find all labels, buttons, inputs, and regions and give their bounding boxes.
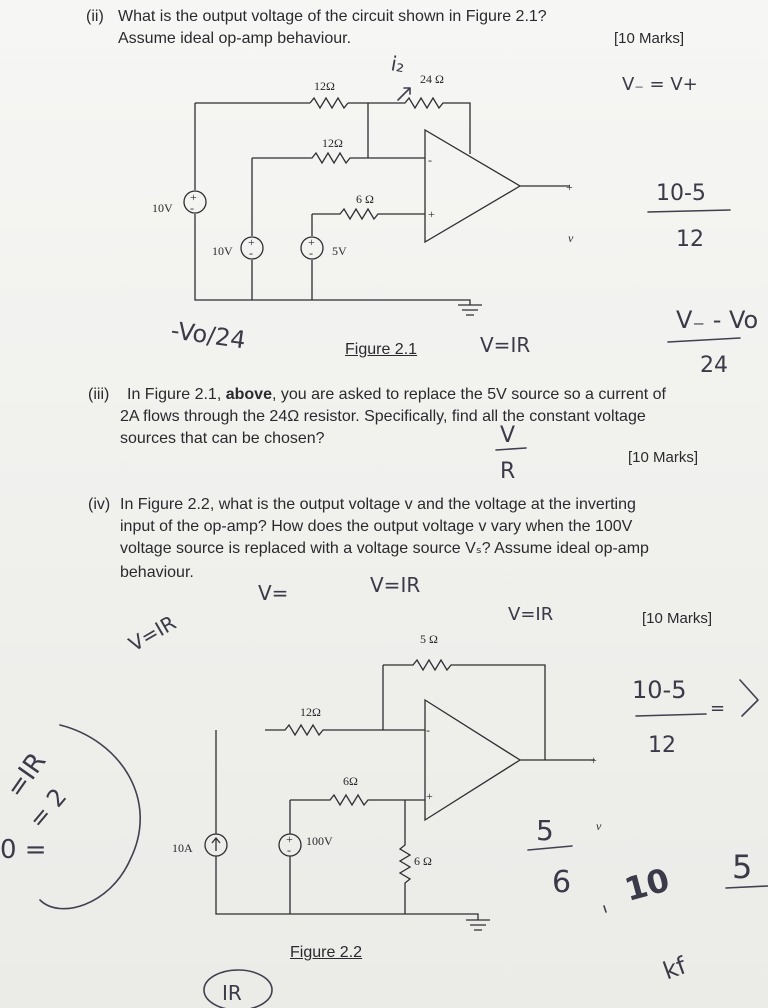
svg-text:+: + (286, 832, 293, 846)
hand-v-over-r-den: R (500, 459, 516, 484)
output-v-label: v (568, 231, 574, 245)
resistor-5 (383, 660, 545, 760)
label-r-top-right: 24 Ω (420, 72, 444, 86)
svg-text:-: - (426, 723, 430, 737)
hand-vminus-vo: V₋ - Vo (676, 306, 759, 334)
hand-kf: kf (659, 951, 690, 986)
hand-v-ir-4: V=IR (124, 610, 181, 657)
op-amp-fig2 (425, 700, 520, 820)
opamp-plus-input: + (428, 207, 435, 221)
bold-word: above (225, 386, 272, 403)
hand-vminus-vplus: V₋ = V+ (622, 74, 698, 95)
label-src-right: 5V (332, 244, 347, 258)
hand-num-5: 5 (536, 814, 554, 847)
label-src-current: 10A (172, 841, 193, 855)
question-iii-number: (iii) (88, 386, 110, 403)
svg-text:+: + (190, 190, 197, 204)
question-ii-line1: What is the output voltage of the circuit shown in Figure 2.1? (118, 8, 547, 25)
question-iv-line2: input of the op-amp? How does the output voltage v vary when the 100V (120, 518, 633, 535)
resistor-12-fig2 (265, 725, 425, 735)
resistor-6-vert (400, 800, 410, 914)
hand-v-over-r-num: V (500, 423, 516, 448)
question-iii-line3: sources that can be chosen? (120, 430, 325, 447)
figure-2-2-caption: Figure 2.2 (290, 944, 363, 961)
hand-i2: i₂ (389, 51, 407, 78)
label-r-top-fig2: 5 Ω (420, 632, 438, 646)
hand-eq-zero: 0 = (0, 835, 47, 865)
output-v-label-fig2: v (596, 819, 602, 833)
question-iii-marks: [10 Marks] (628, 449, 699, 466)
question-iii-line2: 2A flows through the 24Ω resistor. Specifically, find all the constant voltage (120, 408, 646, 425)
ground-fig2 (466, 920, 490, 930)
svg-text:-: - (190, 201, 194, 215)
hand-frac2-num: 10-5 (632, 676, 687, 704)
question-ii-marks: [10 Marks] (614, 30, 685, 47)
hand-num-5b: 5 (732, 848, 753, 886)
hand-vo-over-24: -Vo/24 (169, 316, 248, 355)
label-r-mid: 12Ω (322, 136, 343, 150)
hand-num-6: 6 (552, 865, 572, 900)
question-iv-line1: In Figure 2.2, what is the output voltage v and the voltage at the inverting (120, 496, 636, 513)
output-plus: + (566, 180, 573, 194)
question-iv-line4: behaviour. (120, 564, 194, 581)
svg-text:-: - (249, 246, 253, 260)
label-r-left-fig2: 12Ω (300, 705, 321, 719)
question-ii-number: (ii) (86, 8, 104, 25)
op-amp-fig1 (425, 130, 520, 242)
resistor-6 (312, 209, 425, 219)
figure-2-1-caption: Figure 2.1 (345, 341, 418, 358)
hand-v-ir-3: V=IR (508, 604, 554, 625)
hand-eq-sign: = (710, 698, 726, 719)
label-r-top-left: 12Ω (314, 79, 335, 93)
question-ii-line2: Assume ideal op-amp behaviour. (118, 30, 352, 47)
resistor-24 (368, 98, 470, 130)
svg-text:-: - (287, 843, 291, 857)
hand-frac1-den: 12 (676, 227, 704, 252)
question-iv-line3: voltage source is replaced with a voltage source Vₛ? Assume ideal op-amp (120, 540, 649, 557)
question-iii-line1: In Figure 2.1, above, you are asked to replace the 5V source so a current of (127, 386, 666, 403)
label-src-left: 10V (152, 201, 173, 215)
opamp-minus-input: - (428, 153, 432, 167)
ground-fig1 (458, 305, 482, 315)
figure-2-2 (172, 632, 602, 930)
hand-num-10: 10 (620, 860, 674, 909)
svg-text:-: - (309, 246, 313, 260)
svg-text:+: + (426, 789, 433, 803)
label-r-vert-fig2: 6 Ω (414, 854, 432, 868)
resistor-12-top (310, 98, 348, 108)
svg-text:+: + (248, 235, 255, 249)
output-plus-fig2: + (590, 753, 597, 767)
handwritten-notes (0, 51, 768, 1008)
question-iv-marks: [10 Marks] (642, 610, 713, 627)
hand-eq-ir: =IR (0, 747, 53, 804)
figure-2-1 (152, 72, 574, 315)
hand-circled-ir: IR (222, 981, 242, 1005)
label-r-mid-fig2: 6Ω (343, 774, 358, 788)
label-src-mid: 10V (212, 244, 233, 258)
hand-frac1-num: 10-5 (656, 181, 706, 206)
label-src-voltage: 100V (306, 834, 333, 848)
question-iv-number: (iv) (88, 496, 111, 513)
hand-frac2-den: 12 (648, 733, 676, 758)
hand-eq-2: = 2 (23, 782, 73, 834)
label-r-lower: 6 Ω (356, 192, 374, 206)
hand-v-eq: V= (258, 581, 289, 605)
svg-text:+: + (308, 235, 315, 249)
hand-v-ir-1: V=IR (480, 333, 531, 357)
resistor-12-mid (252, 153, 425, 163)
hand-v-ir-2: V=IR (370, 573, 421, 597)
hand-frac-24: 24 (700, 353, 728, 378)
